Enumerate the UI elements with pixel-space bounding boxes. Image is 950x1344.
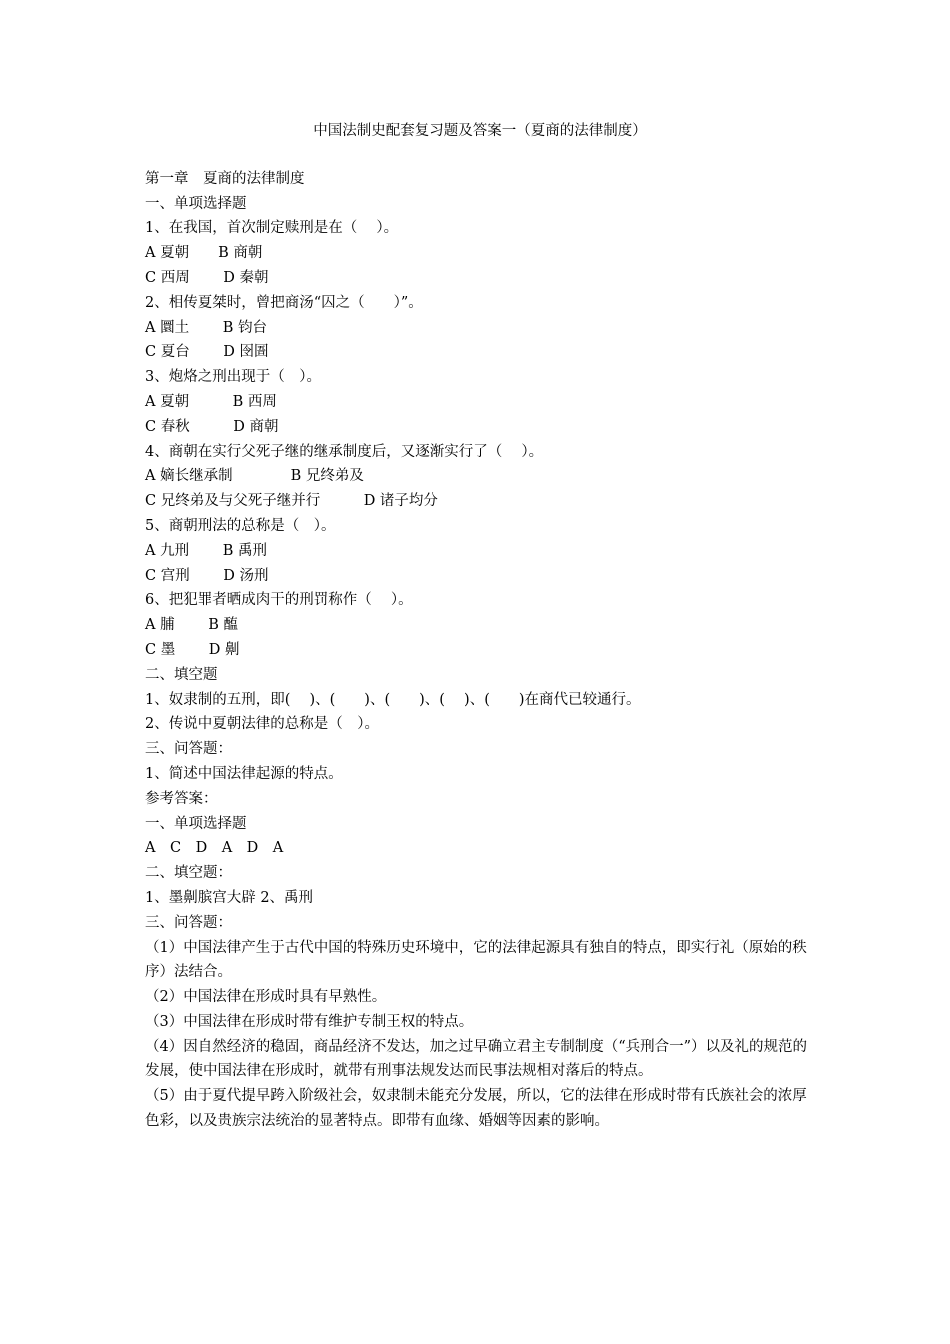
question-3: 3、炮烙之刑出现于（ ）。: [145, 369, 321, 386]
question-1-options-ab: A 夏朝 B 商朝: [145, 245, 263, 262]
answers-fill-list: 1、墨劓膑宫大辟 2、禹刑: [145, 889, 314, 906]
question-4-options-ab: A 嫡长继承制 B 兄终弟及: [145, 468, 364, 485]
question-3-options-ab: A 夏朝 B 西周: [145, 393, 277, 410]
question-4: 4、商朝在实行父死子继的继承制度后，又逐渐实行了（ ）。: [145, 443, 544, 460]
qa-question-1: 1、简述中国法律起源的特点。: [145, 765, 343, 782]
section-fill-blank: 二、填空题: [145, 666, 218, 683]
question-4-options-cd: C 兄终弟及与父死子继并行 D 诸子均分: [145, 493, 438, 510]
answers-section-single-choice: 一、单项选择题: [145, 815, 247, 832]
question-6-options-cd: C 墨 D 劓: [145, 641, 240, 658]
question-6-options-ab: A 脯 B 醢: [145, 617, 238, 634]
question-5-options-cd: C 宫刑 D 汤刑: [145, 567, 269, 584]
question-2-options-cd: C 夏台 D 囹圄: [145, 344, 269, 361]
answers-section-qa: 三、问答题：: [145, 914, 232, 931]
question-5-options-ab: A 九刑 B 禹刑: [145, 542, 267, 559]
question-1: 1、在我国，首次制定赎刑是在（ ）。: [145, 220, 399, 237]
answers-choice-list: A C D A D A: [145, 840, 284, 857]
fill-question-1: 1、奴隶制的五刑，即( )、( )、( )、( )、( )在商代已较通行。: [145, 691, 641, 708]
chapter-heading: 第一章 夏商的法律制度: [145, 170, 305, 187]
answers-section-fill-blank: 二、填空题：: [145, 865, 232, 882]
question-3-options-cd: C 春秋 D 商朝: [145, 418, 279, 435]
answer-paragraph-1: （1）中国法律产生于古代中国的特殊历史环境中，它的法律起源具有独自的特点，即实行礼（原始的秩序）法结合。: [145, 939, 807, 981]
document-page: [145, 119, 815, 1134]
answers-heading: 参考答案：: [145, 790, 218, 807]
question-2: 2、相传夏桀时，曾把商汤“囚之（ ）”。: [145, 294, 423, 311]
answer-paragraph-4: （4）因自然经济的稳固，商品经济不发达，加之过早确立君主专制制度（“兵刑合一”）以及礼的规范的发展，使中国法律在形成时，就带有刑事法规发达而民事法规相对落后的特点。: [145, 1038, 808, 1080]
answer-paragraph-2: （2）中国法律在形成时具有早熟性。: [145, 989, 387, 1006]
answer-paragraph-3: （3）中国法律在形成时带有维护专制王权的特点。: [145, 1013, 474, 1030]
fill-question-2: 2、传说中夏朝法律的总称是（ ）。: [145, 716, 379, 733]
document-title: 中国法制史配套复习题及答案一（夏商的法律制度）: [313, 123, 647, 139]
section-qa: 三、问答题：: [145, 741, 232, 758]
answer-paragraph-5: （5）由于夏代提早跨入阶级社会，奴隶制未能充分发展，所以，它的法律在形成时带有氏族社会的浓厚色彩，以及贵族宗法统治的显著特点。即带有血缘、婚姻等因素的影响。: [145, 1088, 807, 1130]
question-6: 6、把犯罪者晒成肉干的刑罚称作（ ）。: [145, 592, 413, 609]
section-single-choice: 一、单项选择题: [145, 195, 247, 212]
question-1-options-cd: C 西周 D 秦朝: [145, 269, 269, 286]
question-5: 5、商朝刑法的总称是（ ）。: [145, 517, 336, 534]
question-2-options-ab: A 圜土 B 钧台: [145, 319, 267, 336]
